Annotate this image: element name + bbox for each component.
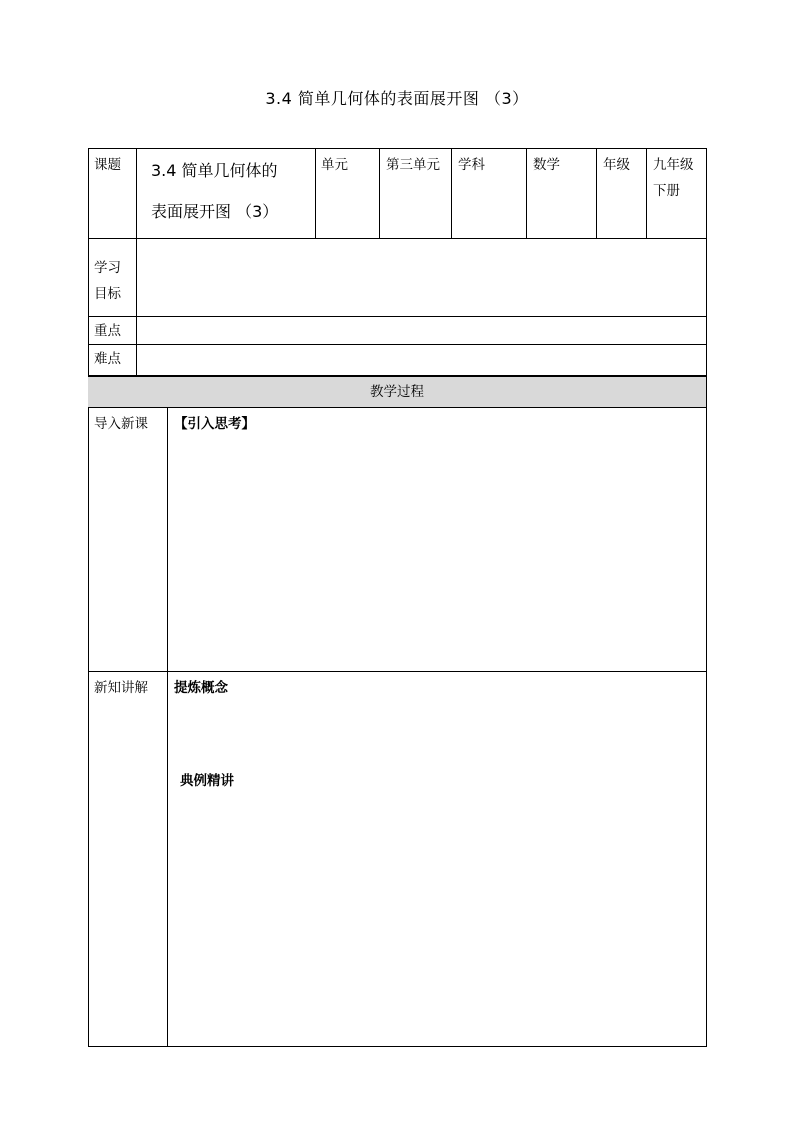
example-heading: 典例精讲	[180, 773, 234, 789]
column-divider-unit-label	[379, 148, 380, 238]
difficult-point-label: 难点	[94, 351, 121, 367]
row-divider-header	[88, 238, 707, 239]
subject-value: 数学	[533, 157, 560, 173]
unit-label: 单元	[321, 157, 348, 173]
intro-content-heading: 【引入思考】	[174, 416, 255, 432]
row-divider-intro	[88, 671, 707, 672]
column-divider-process	[167, 407, 168, 1047]
row-divider-process	[88, 407, 707, 408]
table-border-right	[706, 148, 707, 1047]
grade-value-line2: 下册	[653, 183, 680, 199]
subject-label: 学科	[458, 157, 485, 173]
table-border-bottom	[88, 1046, 707, 1047]
column-divider-subject-label	[526, 148, 527, 238]
column-divider-subject-value	[596, 148, 597, 238]
column-divider-grade-label	[646, 148, 647, 238]
lesson-title-line1: 3.4 简单几何体的	[151, 161, 278, 180]
objectives-label-line1: 学习	[94, 260, 121, 276]
process-heading: 教学过程	[370, 384, 424, 400]
new-knowledge-label: 新知讲解	[94, 680, 148, 696]
column-divider-unit-value	[451, 148, 452, 238]
intro-label: 导入新课	[94, 416, 148, 432]
concept-heading: 提炼概念	[174, 680, 228, 696]
row-divider-key-point	[88, 344, 707, 345]
lesson-title-line2: 表面展开图 （3）	[151, 202, 279, 221]
unit-value: 第三单元	[386, 157, 440, 173]
grade-value-line1: 九年级	[653, 157, 694, 173]
column-divider-label	[136, 148, 137, 376]
table-border-left	[88, 148, 89, 1047]
grade-label: 年级	[603, 157, 630, 173]
lesson-label: 课题	[94, 157, 121, 173]
column-divider-title	[315, 148, 316, 238]
objectives-label-line2: 目标	[94, 286, 121, 302]
table-border-top	[88, 148, 707, 149]
key-point-label: 重点	[94, 323, 121, 339]
row-divider-objectives	[88, 316, 707, 317]
document-title: 3.4 简单几何体的表面展开图 （3）	[265, 89, 529, 108]
